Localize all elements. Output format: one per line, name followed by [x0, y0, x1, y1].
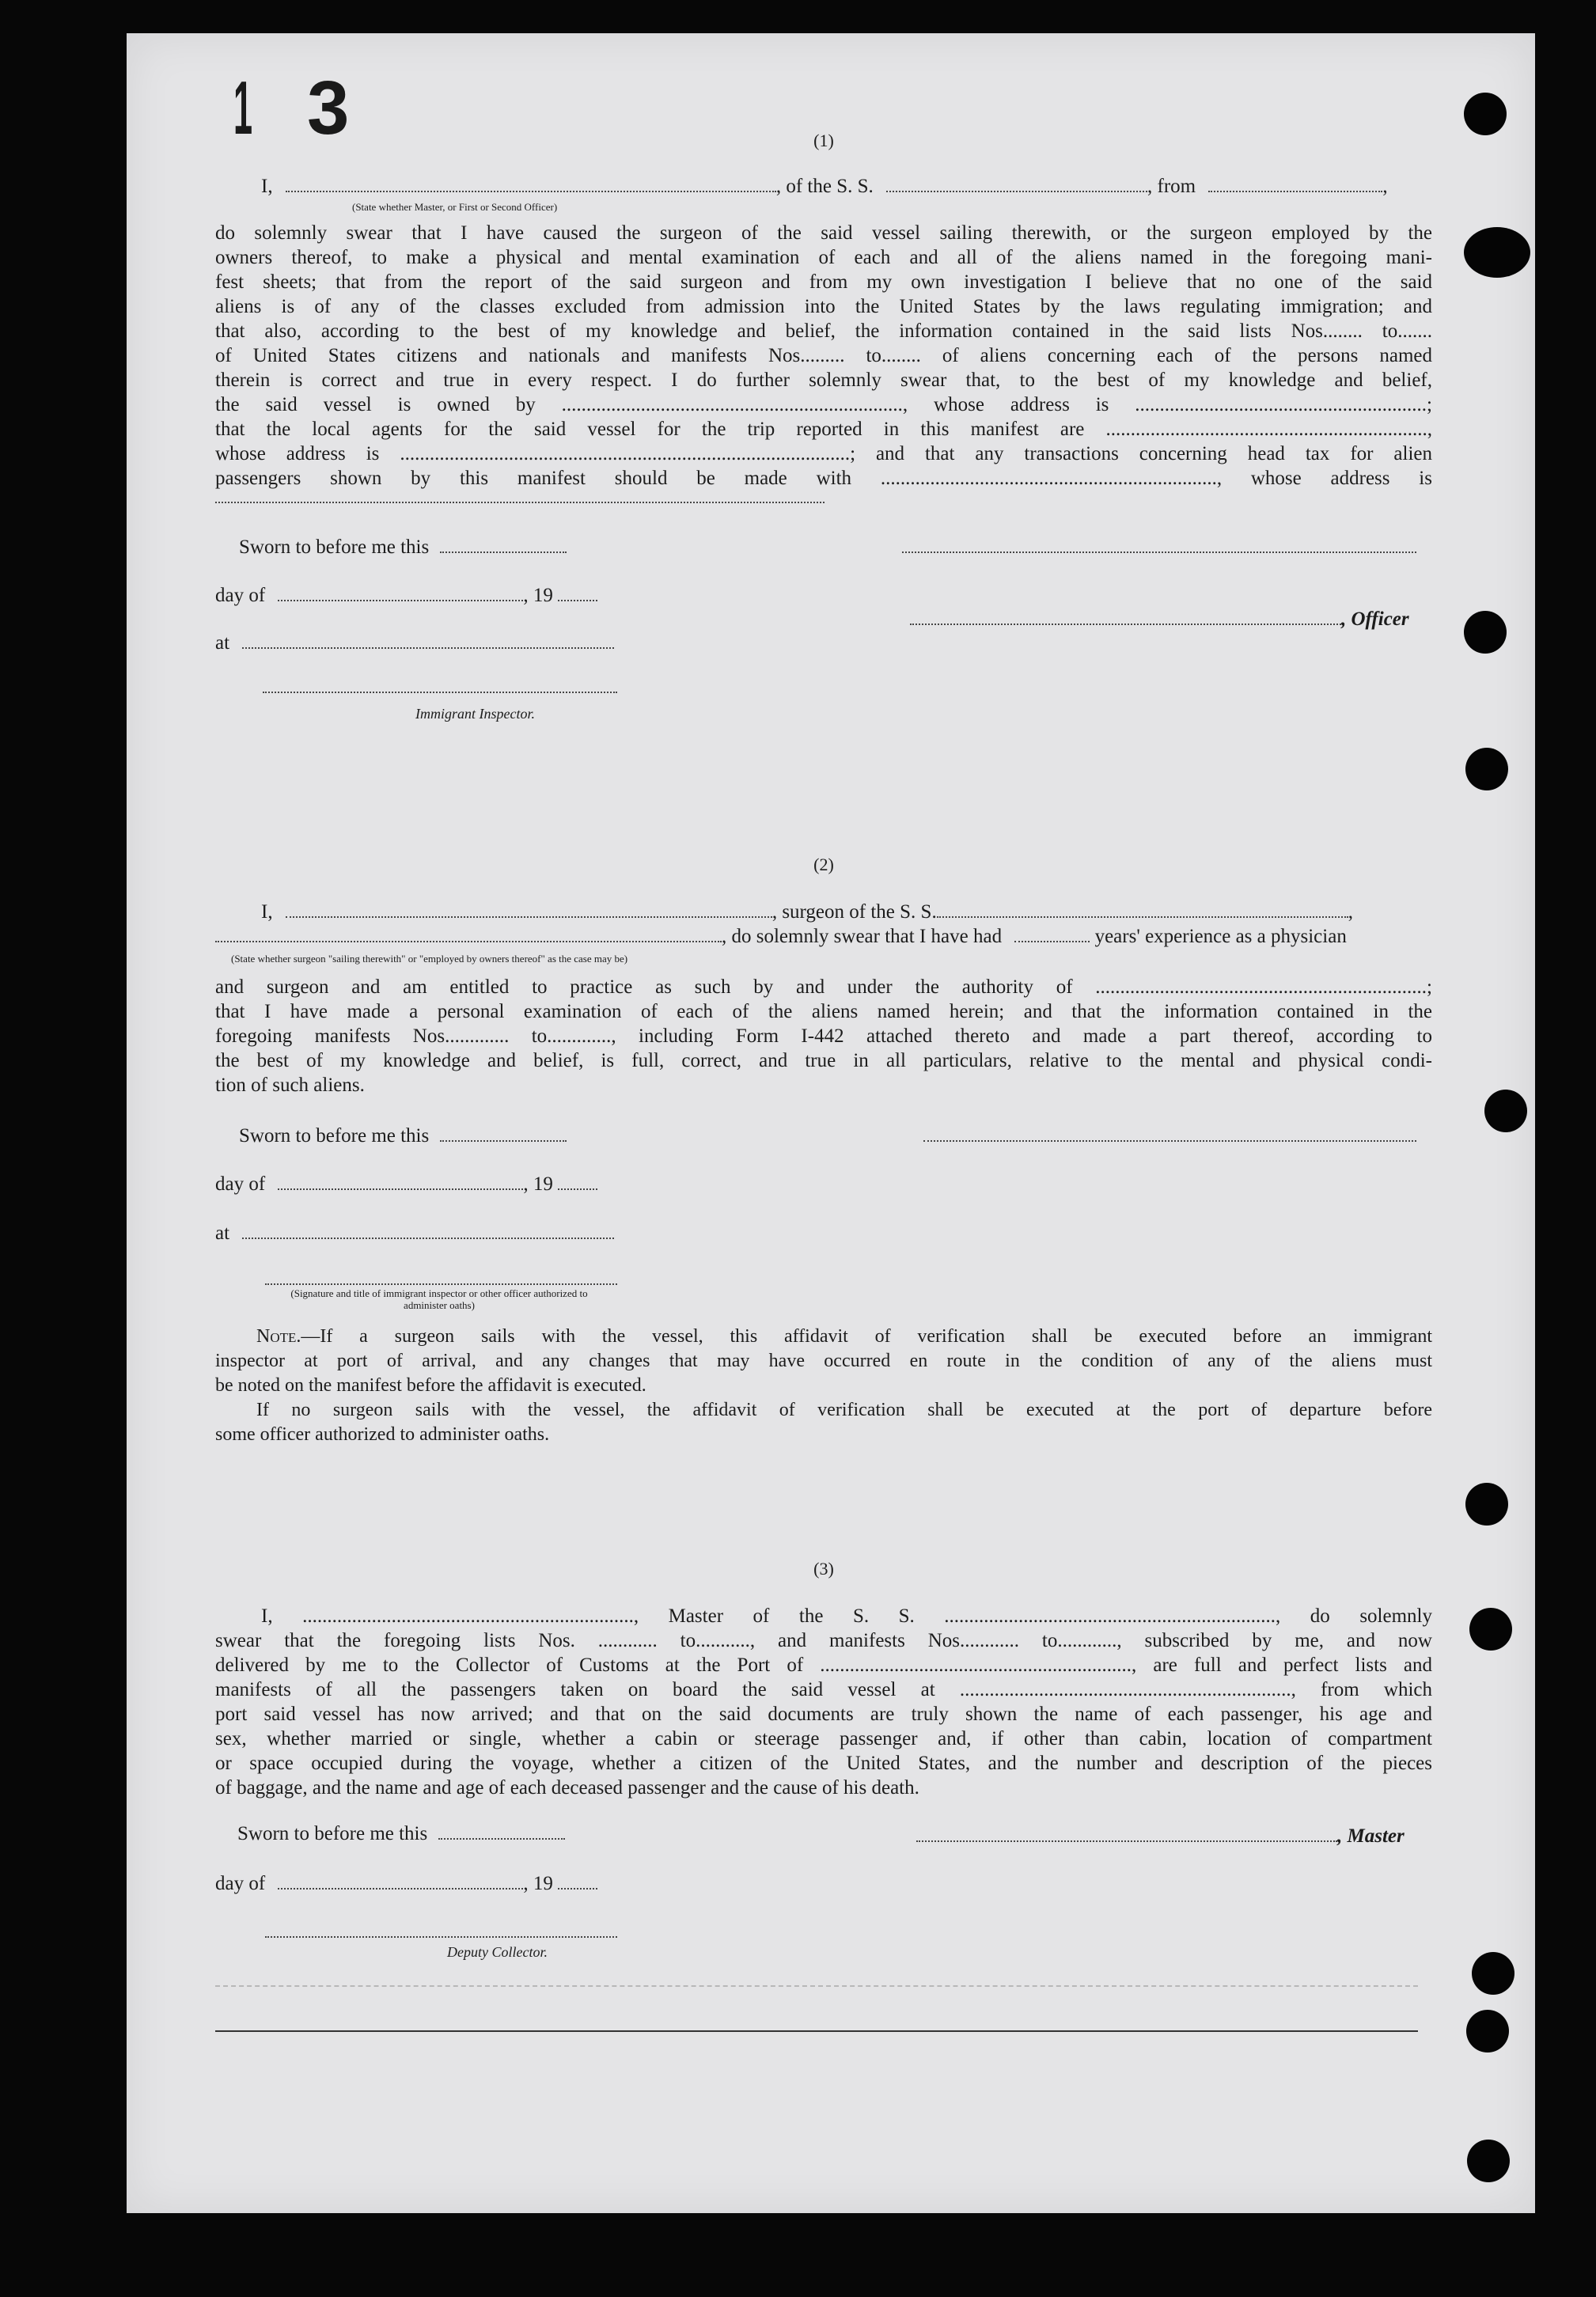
punch-hole [1469, 1608, 1512, 1651]
surgeon-status-field[interactable] [215, 927, 722, 942]
sworn-line: Sworn to before me this [237, 1823, 565, 1845]
at-place-field[interactable] [242, 633, 614, 649]
punch-hole [1464, 611, 1507, 654]
field-note: (State whether Master, or First or Second Officer) [352, 201, 558, 213]
punch-hole [1484, 1090, 1527, 1132]
collector-caption: Deputy Collector. [447, 1944, 548, 1960]
year-field[interactable] [558, 1174, 597, 1190]
officer-signature-field[interactable] [902, 552, 1416, 553]
day-of-line: day of , 19 [215, 1873, 597, 1895]
day-of-field[interactable] [278, 1174, 523, 1190]
paragraph-line: manifests of all the passengers taken on board the said vessel at ..................................................................., from which [215, 1679, 1432, 1700]
page-stamp-left: 1 [233, 66, 253, 150]
punch-hole [1465, 1483, 1508, 1526]
signature-note: (Signature and title of immigrant inspector or other officer authorized to administer oaths) [290, 1287, 588, 1311]
punch-hole [1472, 1952, 1514, 1995]
paragraph-line: that also, according to the best of my knowledge and belief, the information contained in the said lists Nos........ to....... [215, 320, 1432, 342]
document-page [127, 33, 1535, 2213]
paragraph-line: owners thereof, to make a physical and mental examination of each and all of the aliens named in the foregoing mani- [215, 247, 1432, 268]
paragraph-line: that I have made a personal examination of each of the aliens named herein; and that the information contained in the [215, 1001, 1432, 1022]
paragraph-line: tion of such aliens. [215, 1075, 365, 1096]
sworn-date-field[interactable] [440, 537, 567, 553]
collector-signature-field[interactable] [265, 1936, 617, 1938]
punch-hole [1464, 93, 1507, 135]
at-line: at [215, 1222, 614, 1245]
section-3-body [215, 1604, 1432, 1800]
departure-port-field[interactable] [1208, 176, 1382, 192]
paragraph-line: that the local agents for the said vessel for the trip reported in this manifest are ................................................................., [215, 419, 1432, 440]
day-of-line: day of , 19 [215, 1173, 597, 1196]
paragraph-line: of baggage, and the name and age of each deceased passenger and the cause of his death. [215, 1777, 919, 1799]
day-of-line: day of , 19 [215, 585, 597, 607]
sworn-line: Sworn to before me this [239, 536, 567, 559]
sworn-line: Sworn to before me this [239, 1125, 567, 1147]
paragraph-line: or space occupied during the voyage, whether a citizen of the United States, and the number and description of the pieces [215, 1753, 1432, 1774]
section-2-body [215, 975, 1432, 1097]
note-paragraph [215, 1325, 1432, 1447]
note-line: be noted on the manifest before the affidavit is executed. [215, 1375, 646, 1396]
at-place-field[interactable] [242, 1223, 614, 1239]
address-field[interactable] [215, 502, 825, 503]
inspector-signature-field[interactable] [263, 692, 617, 693]
officer-name-field[interactable] [286, 176, 776, 192]
section-number: (2) [813, 855, 834, 874]
note-line: some officer authorized to administer oaths. [215, 1424, 550, 1445]
year-field[interactable] [558, 1874, 597, 1890]
punch-hole [1467, 2140, 1510, 2182]
years-experience-field[interactable] [1014, 927, 1090, 942]
sworn-date-field[interactable] [438, 1824, 565, 1840]
inspector-caption: Immigrant Inspector. [415, 706, 535, 722]
punch-hole [1464, 227, 1530, 278]
punch-hole [1465, 748, 1508, 790]
paragraph-line: fest sheets; that from the report of the said surgeon and from my own investigation I believe that no one of the said [215, 271, 1432, 293]
year-field[interactable] [558, 586, 597, 601]
surgeon-signature-field[interactable] [923, 1140, 1416, 1142]
section-2-second-line: , do solemnly swear that I have had years' experience as a physician [215, 926, 1347, 948]
master-line: , Master [916, 1825, 1405, 1848]
punch-hole [1466, 2010, 1509, 2053]
page-stamp-number: 3 [307, 66, 350, 150]
field-note: (State whether surgeon "sailing therewith" or "employed by owners thereof" as the case may be) [231, 953, 628, 965]
paragraph-line: delivered by me to the Collector of Customs at the Port of ..............................................................., are full and perfect lists and [215, 1655, 1432, 1676]
surgeon-name-field[interactable] [286, 902, 772, 918]
paragraph-line: do solemnly swear that I have caused the surgeon of the said vessel sailing therewith, or the surgeon employed by the [215, 222, 1432, 244]
vessel-name-field[interactable] [886, 176, 1147, 192]
section-1-first-line: I, , of the S. S. , from , [261, 176, 1388, 197]
paragraph-line: passengers shown by this manifest should be made with ...................................................................., whose address is [215, 468, 1432, 489]
officer-line: , Officer [910, 608, 1409, 631]
paragraph-line: sex, whether married or single, whether a cabin or steerage passenger and, if other than cabin, location of compartment [215, 1728, 1432, 1749]
note-line: inspector at port of arrival, and any changes that may have occurred en route in the condition of any of the aliens must [215, 1351, 1432, 1371]
master-signature-field[interactable] [916, 1826, 1337, 1842]
section-1-body [215, 221, 1432, 491]
paragraph-line: swear that the foregoing lists Nos. ............ to..........., and manifests Nos............ to............, subscribed by me, and now [215, 1630, 1432, 1651]
paragraph-line: the best of my knowledge and belief, is full, correct, and true in all particulars, relative to the mental and physical condi- [215, 1050, 1432, 1071]
paragraph-line: therein is correct and true in every respect. I do further solemnly swear that, to the best of my knowledge and belief, [215, 370, 1432, 391]
paragraph-line: port said vessel has now arrived; and that on the said documents are truly shown the name of each passenger, his age and [215, 1704, 1432, 1725]
section-2-first-line: I, , surgeon of the S. S. , [261, 901, 1353, 923]
paragraph-line: aliens is of any of the classes excluded from admission into the United States by the laws regulating immigration; and [215, 296, 1432, 317]
at-line: at [215, 632, 614, 654]
sworn-date-field[interactable] [440, 1126, 567, 1142]
paragraph-line: and surgeon and am entitled to practice as such by and under the authority of ...................................................................; [215, 976, 1432, 998]
note-line: If no surgeon sails with the vessel, the affidavit of verification shall be executed at the port of departure before [256, 1400, 1432, 1420]
section-number: (3) [813, 1559, 834, 1579]
officer-field[interactable] [910, 609, 1341, 625]
paragraph-line: foregoing manifests Nos............. to............., including Form I-442 attached thereto and made a part thereof, according to [215, 1025, 1432, 1047]
paragraph-line: of United States citizens and nationals and manifests Nos......... to........ of aliens concerning each of the persons named [215, 345, 1432, 366]
paragraph-line: the said vessel is owned by ....................................................................., whose address is ...........................................................; [215, 394, 1432, 415]
divider [215, 2030, 1418, 2032]
day-of-field[interactable] [278, 1874, 523, 1890]
divider [215, 1985, 1418, 1987]
note-line: Note.—If a surgeon sails with the vessel, this affidavit of verification shall be executed before an immigrant [256, 1326, 1432, 1347]
section-number: (1) [813, 131, 834, 150]
note-label: Note. [256, 1326, 301, 1347]
administering-officer-signature-field[interactable] [265, 1283, 617, 1285]
surgeon-vessel-field[interactable] [937, 902, 1348, 918]
paragraph-line: whose address is ...........................................................................................; and that any transactions concerning head tax for alien [215, 443, 1432, 464]
paragraph-line: I, ..................................................................., Master of the S. S. ..................................................................., do solemnly [261, 1605, 1432, 1627]
day-of-field[interactable] [278, 586, 523, 601]
